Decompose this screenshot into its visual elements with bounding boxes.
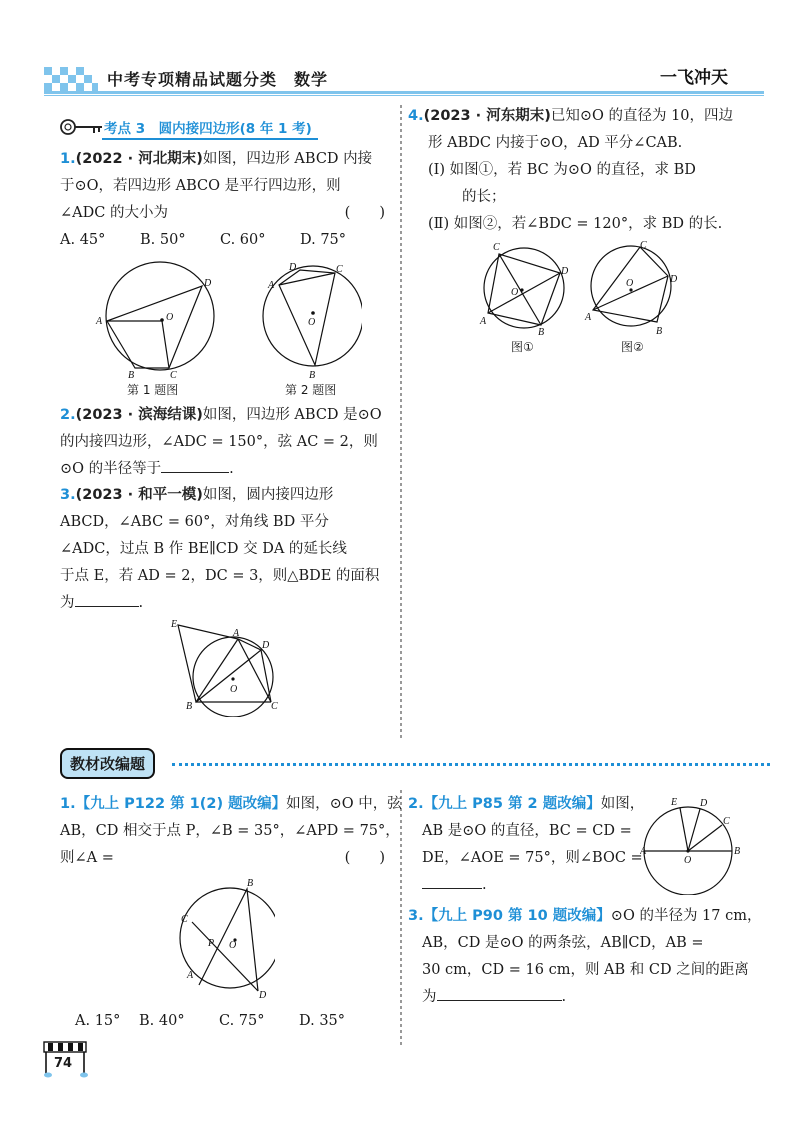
header — [0, 55, 800, 110]
problem-text: ABCD，∠ABC = 60°，对角线 BD 平分 — [60, 514, 329, 530]
problem-3 — [60, 482, 395, 617]
problem-text: 于⊙O，若四边形 ABCO 是平行四边形，则 — [60, 178, 341, 194]
section-dotted-rule — [172, 763, 770, 766]
option-d: D. 75° — [300, 232, 347, 248]
problem-text: 已知⊙O 的直径为 10，四边 — [550, 108, 734, 124]
svg-text:B: B — [538, 327, 545, 336]
figure-textbook-1 — [175, 878, 275, 998]
svg-text:E: E — [171, 619, 178, 630]
svg-text:A: A — [233, 628, 240, 639]
svg-text:C: C — [723, 816, 730, 827]
svg-text:C: C — [271, 701, 278, 712]
svg-text:P: P — [208, 938, 215, 949]
textbook-problem-2 — [408, 791, 645, 899]
problem-tag: 【九上 P90 第 10 题改编】 — [423, 908, 611, 924]
textbook-problem-1-options — [75, 1008, 345, 1035]
problem-1 — [60, 146, 395, 254]
svg-text:D: D — [262, 640, 270, 651]
svg-text:B: B — [247, 878, 254, 889]
key-icon — [60, 116, 106, 138]
svg-text:A: A — [96, 316, 103, 327]
svg-text:O: O — [511, 287, 519, 298]
svg-text:B: B — [128, 370, 135, 381]
svg-text:D: D — [561, 266, 569, 277]
svg-text:O: O — [626, 278, 634, 289]
problem-number: 2. — [60, 407, 76, 423]
problem-text: 如图， — [600, 796, 645, 812]
problem-number: 1. — [60, 796, 76, 812]
problem-number: 4. — [408, 108, 424, 124]
figure-problem-1 — [90, 258, 230, 383]
problem-text: ⊙O 的半径为 17 cm， — [610, 908, 762, 924]
svg-text:O: O — [230, 684, 238, 695]
figure-problem-2 — [262, 258, 362, 383]
problem-2 — [60, 402, 395, 483]
problem-text: AB 是⊙O 的直径，BC = CD = — [422, 823, 632, 839]
svg-text:O: O — [684, 855, 692, 866]
svg-text:E: E — [671, 797, 678, 808]
problem-text: 如图，四边形 ABCD 是⊙O — [202, 407, 382, 423]
problem-text: 如图，四边形 ABCD 内接 — [202, 151, 373, 167]
figure-caption: 第 2 题图 — [285, 383, 337, 397]
problem-4 — [408, 103, 753, 238]
svg-text:A: A — [187, 970, 194, 981]
figure-4-1 — [475, 238, 575, 336]
svg-text:B: B — [186, 701, 193, 712]
option-d: D. 35° — [299, 1013, 346, 1029]
problem-text: 于点 E，若 AD = 2，DC = 3，则△BDE 的面积 — [60, 568, 380, 584]
textbook-title: 教材改编题 — [60, 748, 155, 779]
problem-tag: 【九上 P85 第 2 题改编】 — [423, 796, 601, 812]
option-c: C. 60° — [220, 232, 266, 248]
problem-text: 如图，圆内接四边形 — [202, 487, 334, 503]
problem-text: 形 ABDC 内接于⊙O，AD 平分∠CAB. — [428, 135, 683, 151]
svg-text:O: O — [166, 312, 174, 323]
svg-text:A: A — [480, 316, 487, 327]
page-number-badge — [40, 1040, 90, 1080]
problem-text: (Ⅱ) 如图②，若∠BDC = 120°，求 BD 的长. — [428, 216, 723, 232]
svg-text:C: C — [493, 242, 500, 253]
problem-text: 的长； — [462, 189, 506, 205]
answer-bracket: ( ) — [344, 205, 385, 221]
answer-bracket: ( ) — [344, 850, 385, 866]
problem-text: ∠ADC 的大小为 — [60, 205, 168, 221]
figure-textbook-2 — [640, 795, 750, 895]
svg-text:O: O — [308, 317, 316, 328]
brand-logo: 一飞冲天 — [660, 68, 728, 88]
svg-text:C: C — [640, 240, 647, 251]
problem-text: ⊙O 的半径等于 — [60, 461, 162, 477]
svg-text:D: D — [259, 990, 267, 998]
problem-text: 为 — [60, 595, 75, 611]
problem-number: 1. — [60, 151, 76, 167]
problem-text: ∠ADC，过点 B 作 BE∥CD 交 DA 的延长线 — [60, 541, 347, 557]
problem-text: 的内接四边形，∠ADC = 150°，弦 AC = 2，则 — [60, 434, 378, 450]
answer-blank[interactable] — [75, 592, 139, 607]
svg-text:C: C — [170, 370, 177, 381]
page-number: 74 — [54, 1056, 73, 1071]
punct: . — [138, 595, 144, 611]
svg-text:D: D — [700, 798, 708, 809]
problem-text: (Ⅰ) 如图①，若 BC 为⊙O 的直径，求 BD — [428, 162, 696, 178]
problem-source: (2022 · 河北期末) — [75, 151, 203, 167]
punct: . — [561, 989, 567, 1005]
column-divider — [399, 105, 403, 740]
problem-text: 为 — [422, 989, 437, 1005]
svg-text:A: A — [640, 846, 647, 857]
figure-4-2 — [580, 238, 680, 336]
answer-blank[interactable] — [161, 458, 229, 473]
problem-number: 3. — [408, 908, 424, 924]
textbook-problem-1 — [60, 791, 402, 872]
answer-blank[interactable] — [422, 874, 482, 889]
problem-number: 2. — [408, 796, 424, 812]
problem-source: (2023 · 和平一模) — [75, 487, 203, 503]
problem-text: AB，CD 是⊙O 的两条弦，AB∥CD，AB = — [422, 935, 704, 951]
problem-text: 如图，⊙O 中，弦 — [286, 796, 402, 812]
svg-text:D: D — [289, 262, 297, 273]
svg-text:C: C — [181, 914, 188, 925]
svg-text:D: D — [204, 278, 212, 289]
figure-problem-3 — [170, 617, 285, 717]
svg-text:B: B — [734, 846, 741, 857]
figure-caption: 图① — [511, 340, 534, 354]
option-c: C. 75° — [219, 1013, 265, 1029]
section-label: 考点 3 圆内接四边形(8 年 1 考) — [102, 117, 318, 140]
textbook-section-header — [60, 746, 770, 780]
problem-number: 3. — [60, 487, 76, 503]
problem-source: (2023 · 河东期末) — [423, 108, 551, 124]
textbook-problem-3 — [408, 903, 762, 1011]
option-b: B. 40° — [139, 1013, 185, 1029]
problem-text: 30 cm，CD = 16 cm，则 AB 和 CD 之间的距离 — [422, 962, 749, 978]
problem-tag: 【九上 P122 第 1(2) 题改编】 — [75, 796, 287, 812]
svg-text:A: A — [585, 312, 592, 323]
answer-blank[interactable] — [437, 986, 562, 1001]
svg-text:O: O — [229, 940, 237, 951]
svg-text:B: B — [309, 370, 316, 381]
svg-text:B: B — [656, 326, 663, 336]
figure-caption: 第 1 题图 — [127, 383, 179, 397]
problem-text: DE，∠AOE = 75°，则∠BOC = — [422, 850, 643, 866]
svg-text:A: A — [268, 280, 275, 291]
option-b: B. 50° — [140, 232, 186, 248]
svg-text:D: D — [670, 274, 678, 285]
figure-caption: 图② — [621, 340, 644, 354]
punct: . — [482, 877, 487, 893]
problem-text: AB，CD 相交于点 P，∠B = 35°，∠APD = 75°， — [60, 823, 400, 839]
svg-text:C: C — [336, 264, 343, 275]
punct: . — [229, 461, 234, 477]
option-a: A. 45° — [60, 232, 106, 248]
problem-source: (2023 · 滨海结课) — [75, 407, 203, 423]
series-title: 中考专项精品试题分类 数学 — [107, 70, 329, 89]
option-a: A. 15° — [75, 1013, 121, 1029]
problem-text: 则∠A = — [60, 850, 114, 866]
